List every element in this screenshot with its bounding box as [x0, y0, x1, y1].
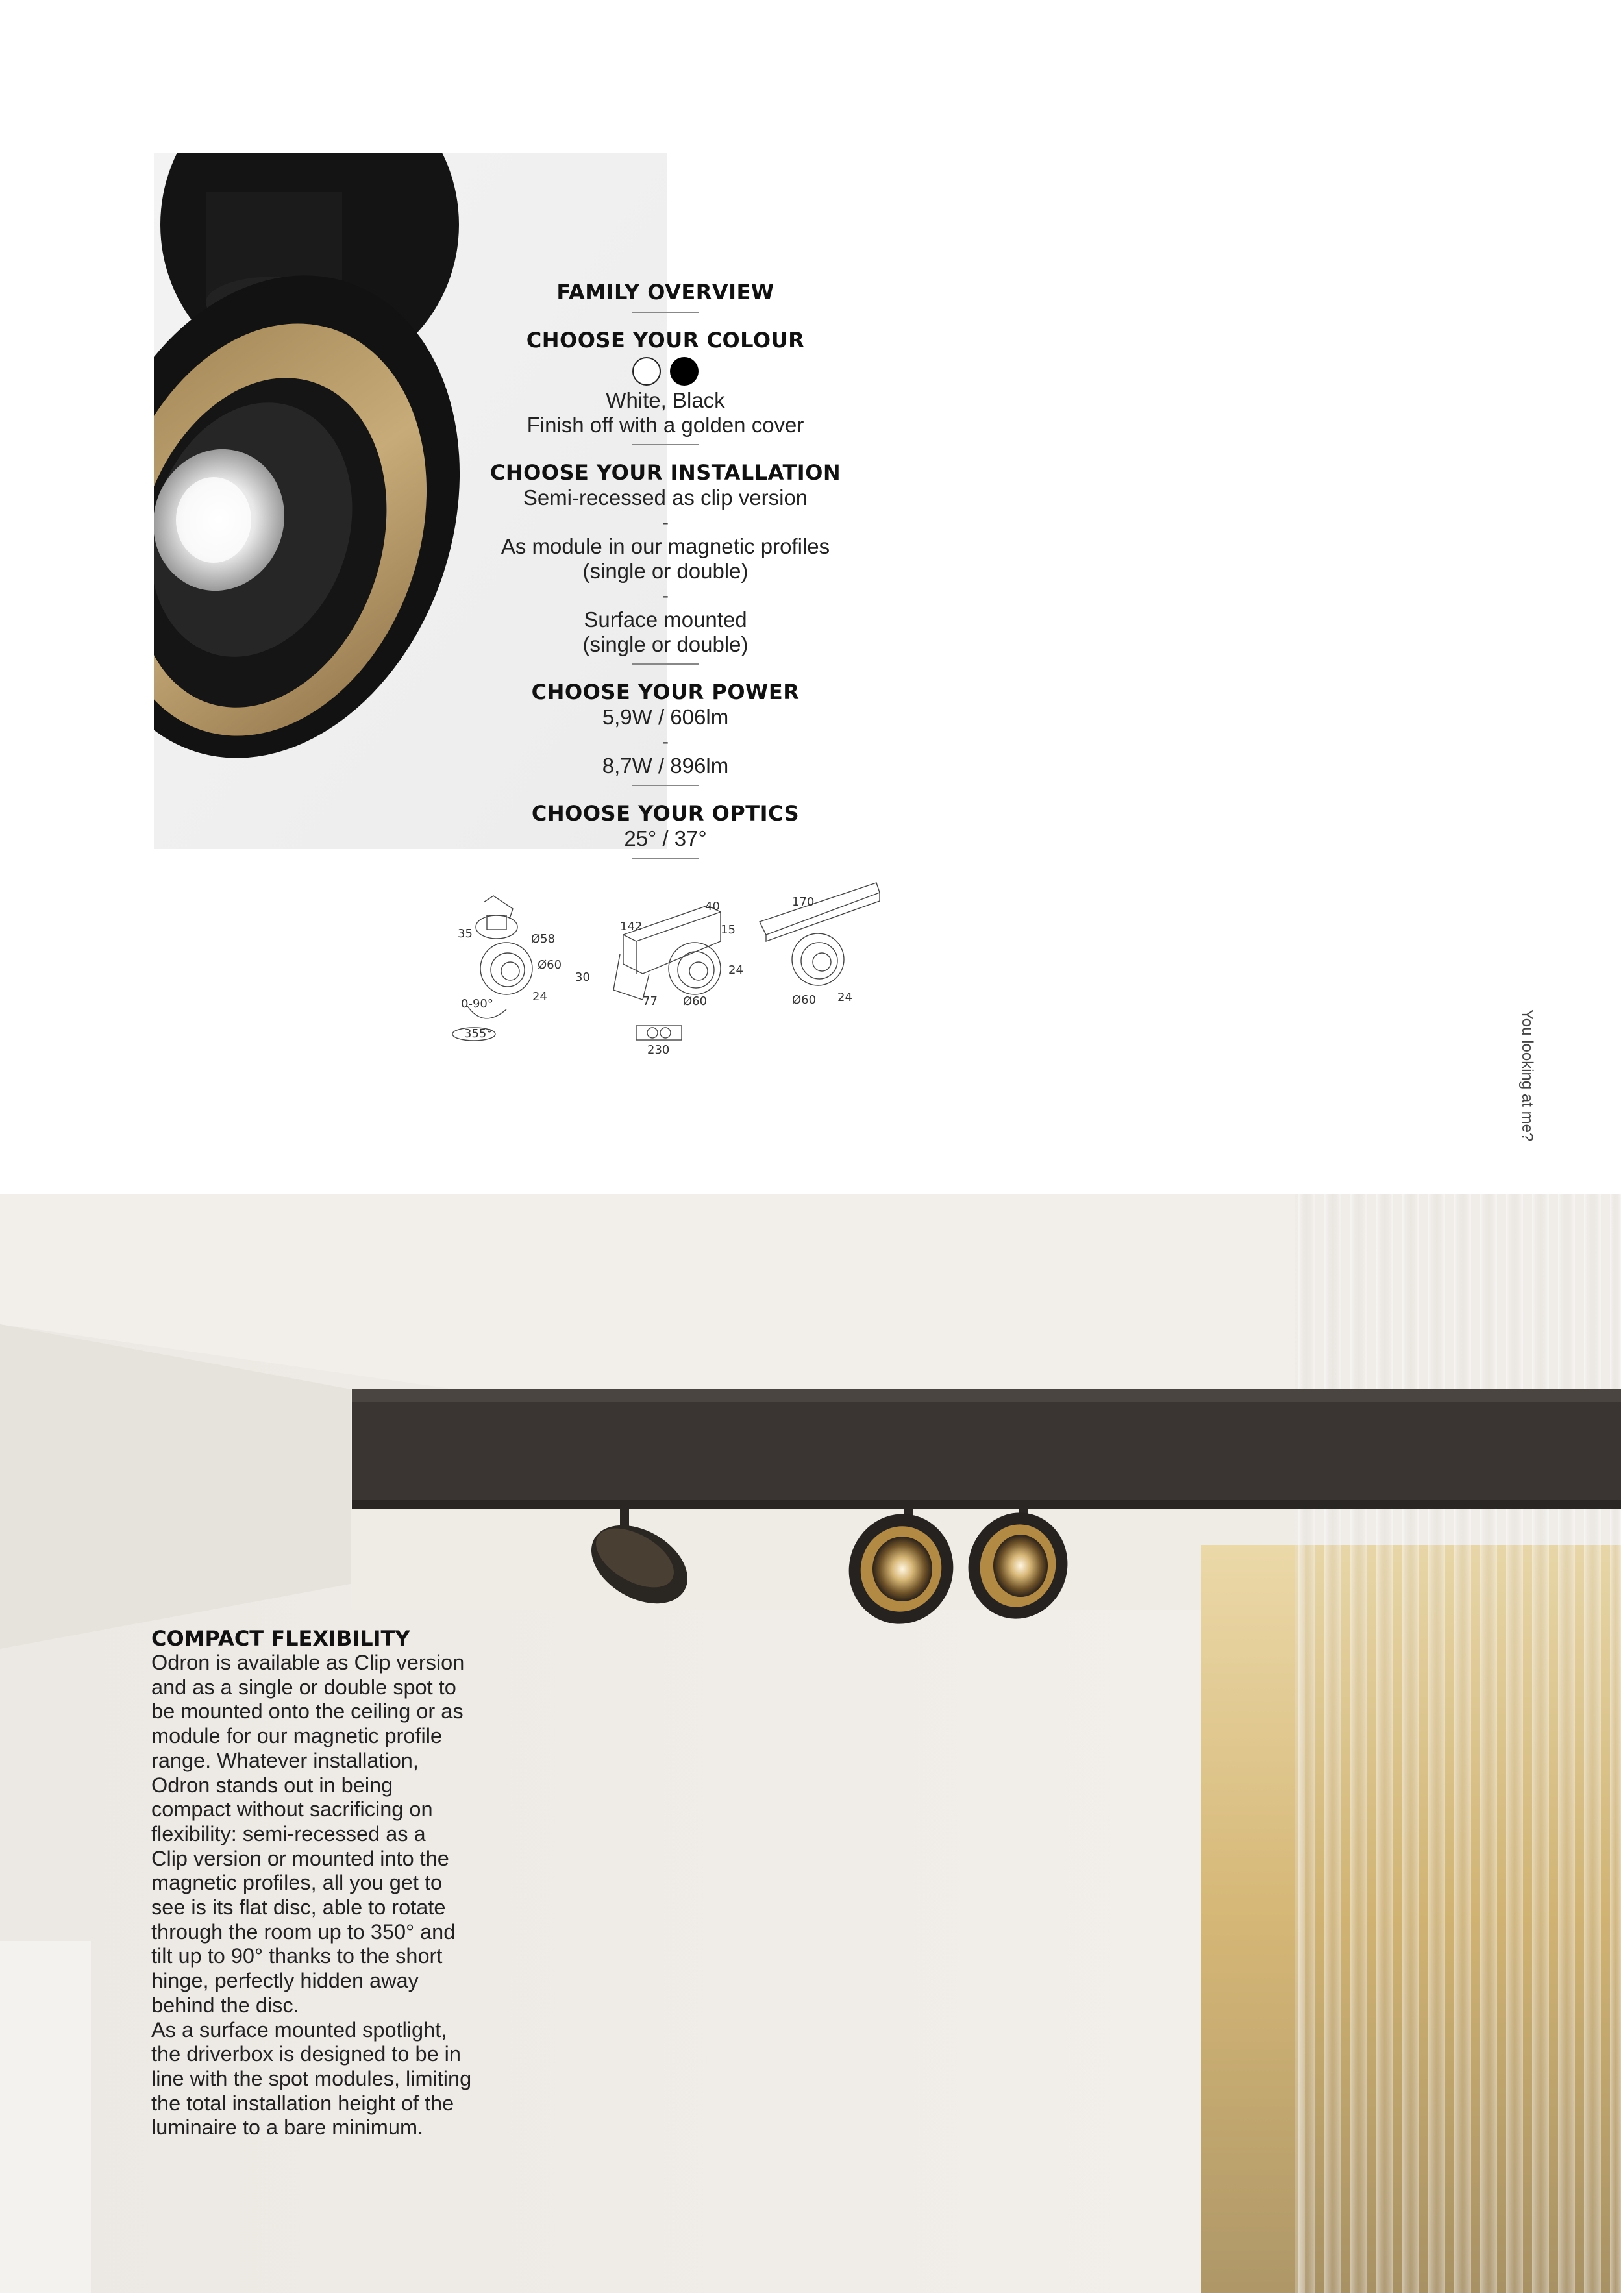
divider: [632, 858, 699, 859]
power-separator: -: [662, 731, 669, 752]
svg-text:35: 35: [458, 927, 473, 941]
body-line: and as a single or double spot to: [151, 1675, 456, 1699]
installation-separator: -: [662, 585, 669, 606]
svg-text:40: 40: [705, 900, 720, 913]
installation-heading: CHOOSE YOUR INSTALLATION: [489, 460, 841, 485]
installation-option-magnetic-note: (single or double): [582, 559, 749, 583]
svg-text:77: 77: [643, 994, 658, 1008]
magnetic-version-drawing: [575, 900, 743, 1057]
optics-value: 25° / 37°: [624, 826, 707, 850]
power-option-2: 8,7W / 896lm: [602, 754, 729, 778]
svg-text:170: 170: [792, 895, 815, 909]
svg-text:24: 24: [728, 963, 743, 977]
svg-text:24: 24: [532, 990, 547, 1004]
surface-version-drawing: [760, 883, 880, 1007]
compact-title: COMPACT FLEXIBILITY: [151, 1626, 410, 1651]
body-line: magnetic profiles, all you get to: [151, 1871, 443, 1895]
installation-option-surface-note: (single or double): [582, 632, 749, 656]
svg-text:Ø60: Ø60: [683, 994, 708, 1008]
body-line: Clip version or mounted into the: [151, 1846, 449, 1870]
power-heading: CHOOSE YOUR POWER: [531, 680, 800, 704]
body-line: see is its flat disc, able to rotate: [151, 1895, 446, 1920]
svg-text:Ø60: Ø60: [792, 993, 817, 1007]
colour-heading: CHOOSE YOUR COLOUR: [526, 328, 805, 352]
colour-names: White, Black: [606, 388, 725, 412]
body-line: hinge, perfectly hidden away: [151, 1969, 419, 1993]
body-line: range. Whatever installation,: [151, 1748, 419, 1772]
swatch-white[interactable]: [632, 357, 661, 386]
power-option-1: 5,9W / 606lm: [602, 705, 729, 729]
optics-heading: CHOOSE YOUR OPTICS: [531, 801, 800, 826]
installation-option-surface: Surface mounted: [584, 608, 747, 632]
divider: [632, 785, 699, 786]
family-overview: [454, 279, 876, 873]
body-line: be mounted onto the ceiling or as: [151, 1699, 464, 1723]
svg-text:142: 142: [620, 920, 643, 933]
body-line: behind the disc.: [151, 1993, 299, 2017]
installation-option-clip: Semi-recessed as clip version: [523, 486, 808, 510]
svg-text:15: 15: [721, 923, 736, 937]
svg-text:0-90°: 0-90°: [461, 997, 493, 1011]
body-line: As a surface mounted spotlight,: [151, 2018, 447, 2042]
svg-text:30: 30: [575, 970, 590, 984]
technical-drawings: [448, 876, 889, 1065]
compact-flexibility: [151, 1626, 515, 2140]
body-line: tilt up to 90° thanks to the short: [151, 1944, 443, 1968]
body-line: compact without sacrificing on: [151, 1797, 433, 1821]
divider: [632, 663, 699, 665]
body-line: module for our magnetic profile: [151, 1724, 443, 1748]
clip-version-drawing: [452, 896, 562, 1041]
colour-finish: Finish off with a golden cover: [526, 413, 804, 437]
compact-body: [151, 1651, 515, 2140]
body-line: the total installation height of the: [151, 2091, 454, 2115]
body-line: Odron stands out in being: [151, 1773, 393, 1797]
side-tagline: [1518, 1009, 1557, 1165]
body-line: line with the spot modules, limiting: [151, 2066, 472, 2090]
body-line: luminaire to a bare minimum.: [151, 2116, 424, 2140]
body-line: the driverbox is designed to be in: [151, 2042, 461, 2066]
body-line: Odron is available as Clip version: [151, 1651, 465, 1674]
body-line: flexibility: semi-recessed as a: [151, 1821, 426, 1845]
svg-text:230: 230: [647, 1043, 670, 1057]
colour-swatches: [454, 357, 876, 386]
installation-separator: -: [662, 512, 669, 533]
svg-text:Ø60: Ø60: [538, 958, 562, 972]
swatch-black[interactable]: [670, 357, 699, 386]
divider: [632, 444, 699, 445]
svg-text:24: 24: [837, 991, 852, 1004]
overview-title: FAMILY OVERVIEW: [556, 280, 774, 304]
body-line: through the room up to 350° and: [151, 1920, 456, 1944]
svg-text:355°: 355°: [464, 1027, 493, 1041]
svg-text:Ø58: Ø58: [531, 932, 556, 946]
side-tagline-text: You looking at me?: [1518, 1009, 1536, 1142]
installation-option-magnetic: As module in our magnetic profiles: [501, 534, 830, 558]
divider: [632, 312, 699, 313]
